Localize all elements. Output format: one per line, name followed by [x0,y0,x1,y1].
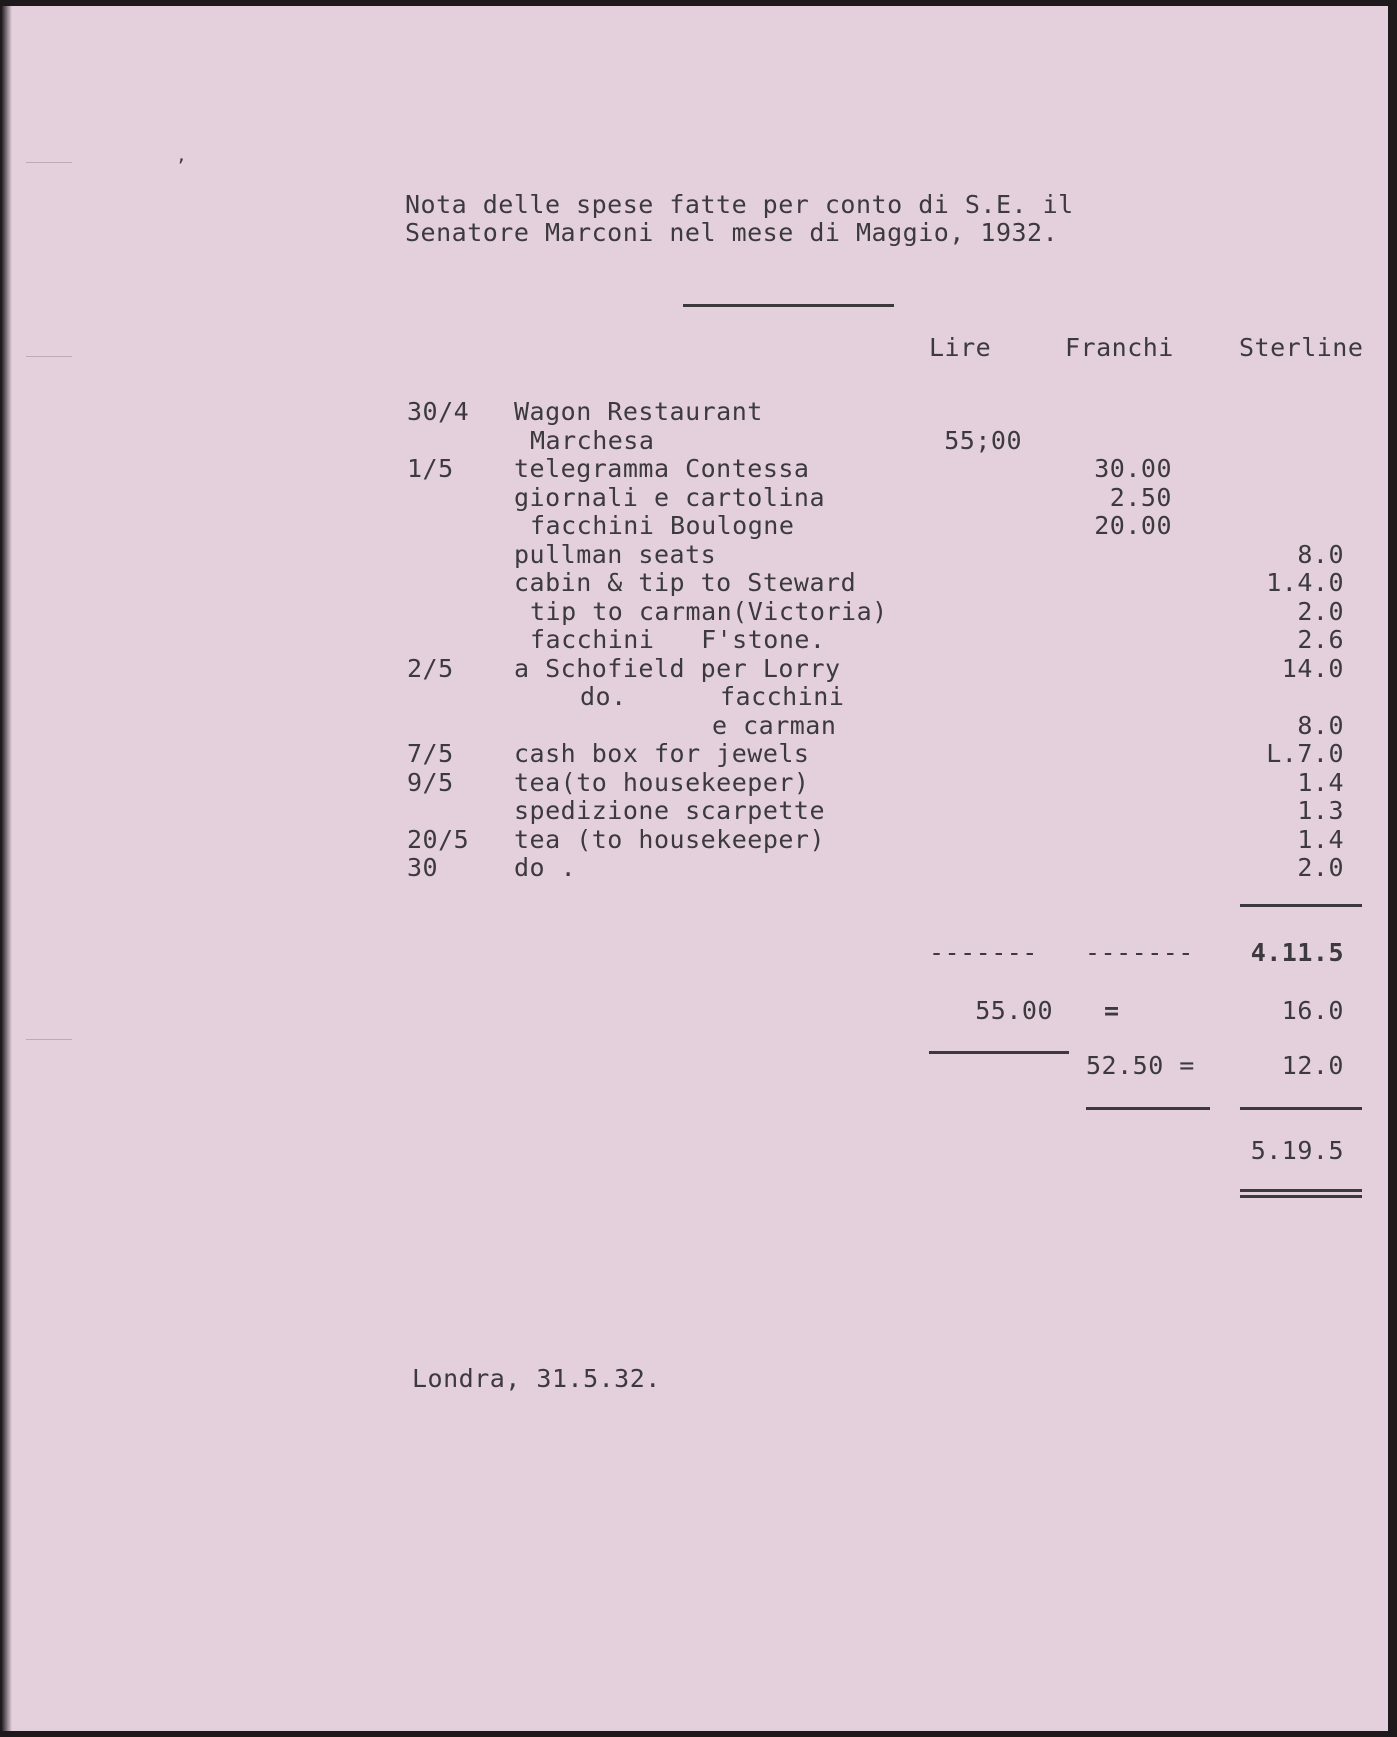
entry-description: facchini Boulogne [530,511,795,540]
entry-sterline: 2.6 [1297,625,1344,654]
heading-line-2: Senatore Marconi nel mese di Maggio, 1932. [405,218,1059,247]
entry-description: facchini F'stone. [530,625,826,654]
entry-sterline: 2.0 [1297,853,1344,882]
lire-dashes: ------- [929,938,1038,967]
subtotal-rule [1240,904,1362,907]
lire-total-rule [929,1051,1069,1054]
entry-sterline: 1.3 [1297,796,1344,825]
entry-sterline: 2.0 [1297,597,1344,626]
entry-description: Marchesa [530,426,655,455]
entry-description: do. facchini [580,682,845,711]
franchi-total-rule [1086,1107,1210,1110]
sterline-total-rule [1240,1107,1362,1110]
entry-description: giornali e cartolina [514,483,826,512]
entry-date: 20/5 [407,825,470,854]
column-header-franchi: Franchi [1065,333,1174,362]
entry-date: 7/5 [407,739,454,768]
entry-description: Wagon Restaurant [514,397,763,426]
edge-mark [26,356,72,357]
entry-franchi: 20.00 [1094,511,1172,540]
entry-description: cabin & tip to Steward [514,568,857,597]
column-header-sterline: Sterline [1239,333,1364,362]
grand-total: 5.19.5 [1250,1136,1344,1165]
grand-total-rule-1 [1240,1189,1362,1192]
heading-line-1: Nota delle spese fatte per conto di S.E. il [405,190,1074,219]
stray-mark: , [176,145,188,166]
entry-description: pullman seats [514,540,717,569]
edge-mark [26,162,72,163]
entry-sterline: 14.0 [1281,654,1344,683]
entry-franchi: 2.50 [1109,483,1172,512]
heading-underline [683,304,894,307]
franchi-dashes: ------- [1085,938,1194,967]
entry-description: a Schofield per Lorry [514,654,841,683]
lire-equals: = [1104,996,1120,1025]
entry-date: 30 [407,853,439,882]
entry-description: do . [514,853,577,882]
document-page [2,6,1388,1731]
entry-description: telegramma Contessa [514,454,810,483]
entry-sterline: 1.4 [1297,825,1344,854]
entry-sterline: 1.4 [1297,768,1344,797]
grand-total-rule-2 [1240,1195,1362,1198]
entry-description: tea(to housekeeper) [514,768,810,797]
entry-description: e carman [712,711,837,740]
entry-date: 1/5 [407,454,454,483]
entry-description: cash box for jewels [514,739,810,768]
entry-sterline: 8.0 [1297,711,1344,740]
lire-in-sterline: 16.0 [1281,996,1344,1025]
page-left-shadow [2,6,12,1731]
franchi-total: 52.50 = [1086,1051,1195,1080]
entry-franchi: 30.00 [1094,454,1172,483]
entry-description: tip to carman(Victoria) [530,597,888,626]
place-and-date: Londra, 31.5.32. [412,1364,661,1393]
edge-mark [26,1039,72,1040]
entry-description: spedizione scarpette [514,796,826,825]
entry-sterline: L.7.0 [1266,739,1344,768]
entry-sterline: 8.0 [1297,540,1344,569]
entry-lire: 55;00 [944,426,1022,455]
lire-total: 55.00 [975,996,1053,1025]
entry-sterline: 1.4.0 [1266,568,1344,597]
sterline-subtotal: 4.11.5 [1250,938,1344,967]
franchi-in-sterline: 12.0 [1281,1051,1344,1080]
column-header-lire: Lire [929,333,992,362]
entry-description: tea (to housekeeper) [514,825,826,854]
entry-date: 30/4 [407,397,470,426]
entry-date: 2/5 [407,654,454,683]
entry-date: 9/5 [407,768,454,797]
